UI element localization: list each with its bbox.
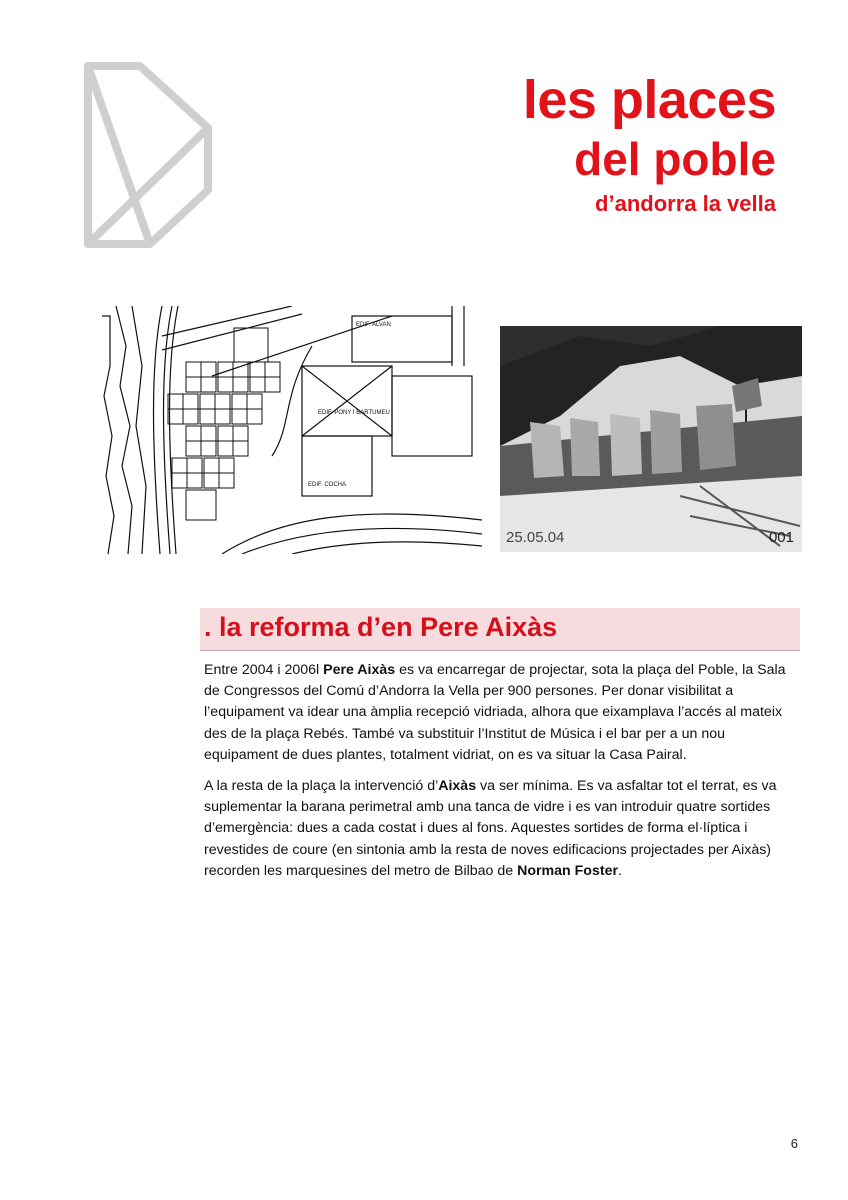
p1-text-a: Entre 2004 i 2006l <box>204 662 324 678</box>
section-title: . la reforma d’en Pere Aixàs <box>204 612 558 642</box>
photo-date: 25.05.04 <box>506 529 565 546</box>
title-block <box>523 70 776 218</box>
paragraph-2 <box>204 776 800 882</box>
p2-text-b: va ser mínima. Es va asfaltar tot el terrat, es va suplementar la barana perimetral amb una tanca de vidre i es van introduir quatre sortides d’emergència: dues a cada costat i dues al fons. Aquestes sortides de forma el·líptica i revestides de coure (en sintonia amb la resta de noves edificacions projectades per Aixàs) recorden les marquesines del metro de Bilbao de <box>204 778 777 879</box>
p2-name-bold: Aixàs <box>438 778 477 795</box>
photo-number: 001 <box>768 529 794 546</box>
title-line-1: les places <box>522 70 776 130</box>
plan-label-3: EDIF. COCHA <box>308 482 347 488</box>
p2-name2-bold: Norman Foster <box>517 862 618 879</box>
page-number: 6 <box>790 1136 798 1151</box>
p2-text-c: . <box>618 862 622 879</box>
logo-mark <box>80 60 215 250</box>
photo-drawing <box>500 326 802 552</box>
p1-name-bold: Pere Aixàs <box>323 662 396 678</box>
p2-text-a: A la resta de la plaça la intervenció d’ <box>204 778 439 795</box>
site-plan-image <box>102 306 482 554</box>
paragraph-1 <box>204 660 800 766</box>
section-header <box>200 608 800 651</box>
body-text <box>204 660 800 892</box>
title-line-3: d’andorra la vella <box>595 191 776 216</box>
construction-photo <box>500 326 802 552</box>
title-line-2: del poble <box>574 133 776 185</box>
p1-text-b: es va encarregar de projectar, sota la plaça del Poble, la Sala de Congressos del Comú d’Andorra la Vella per 900 persones. Per donar visibilitat a l’equipament va idear una àmplia recepció vidriada, alhora que eixamplava l’accés al mateix des de la plaça Rebés. També va substituir l’Institut de Música i el bar per a un nou equipament de dues plantes, totalment vidriat, on es va situar la Casa Pairal. <box>204 662 786 763</box>
site-plan-drawing <box>102 306 482 554</box>
plan-label-2: EDIF. PONY I BARTUMEU <box>318 410 390 416</box>
plan-label-1: EDIF. ALVAN <box>356 322 391 328</box>
